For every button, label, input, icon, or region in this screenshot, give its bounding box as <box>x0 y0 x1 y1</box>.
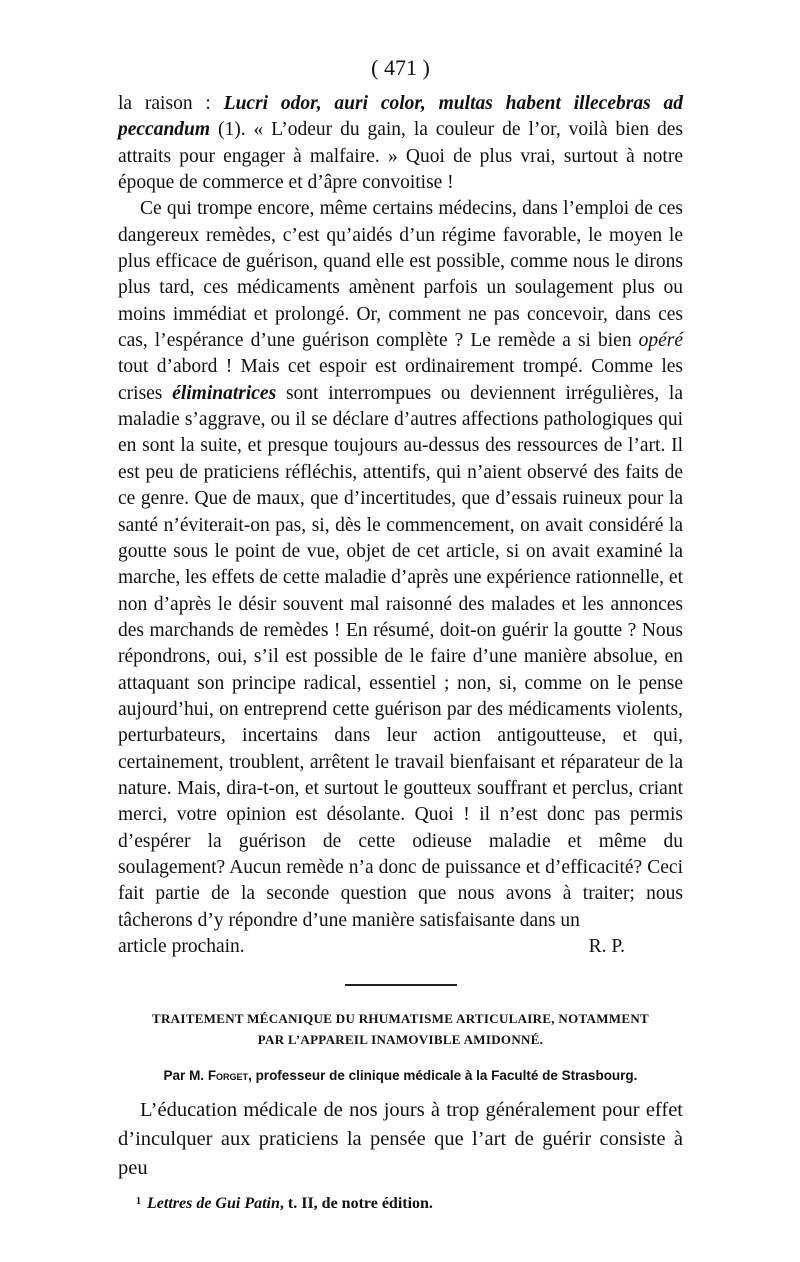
article-title-line-1: TRAITEMENT MÉCANIQUE DU RHUMATISME ARTICULAIRE, NOTAMMENT <box>152 1011 649 1026</box>
closing-line <box>118 934 683 960</box>
paragraph-2-part-1: Ce qui trompe encore, même certains médecins, dans l’emploi de ces dangereux remèdes, c’est qu’aidés d’un régime favorable, le moyen le plus efficace de guérison, quand elle est possible, comme nous le dirons plus tard, ces médicaments amènent parfois un soulagement plus ou moins immédiat et prolongé. Or, comment ne pas concevoir, dans ces cas, l’espérance d’une guérison complète ? Le remède a si bien <box>118 198 683 352</box>
byline-prefix: Par M. <box>163 1068 208 1083</box>
paragraph-2-last-line: article prochain. <box>118 936 245 957</box>
paragraph-2-part-2: tout d’abord ! Mais cet espoir est ordinairement trompé. Comme les crises <box>118 356 683 404</box>
article-title-line-2: PAR L’APPAREIL INAMOVIBLE AMIDONNÉ. <box>257 1032 544 1047</box>
paragraph-1-part-2: (1). « L’odeur du gain, la couleur de l’or, voilà bien des attraits pour engager à malfaire. » Quoi de plus vrai, surtout à notre époque de commerce et d’âpre convoitise ! <box>118 119 683 194</box>
byline <box>118 1066 683 1086</box>
body-text <box>118 91 683 934</box>
italic-opere: opéré <box>638 330 683 352</box>
byline-suffix: , professeur de clinique médicale à la Faculté de Strasbourg. <box>248 1068 638 1083</box>
signature: R. P. <box>588 936 625 957</box>
footnote-marker: 1 <box>136 1196 141 1207</box>
paragraph-1 <box>118 91 683 196</box>
paragraph-2 <box>118 196 683 934</box>
paragraph-1-part-1: la raison : <box>118 93 224 114</box>
latin-quote: Lucri odor, auri color, multas habent illecebras ad peccandum <box>118 93 683 141</box>
paragraph-2-part-3: sont interrompues ou deviennent irrégulières, la maladie s’aggrave, ou il se déclare d’autres affections pathologiques qui en sont la suite, et presque toujours au-dessus des ressources de l’art. Il est peu de praticiens réfléchis, attentifs, qui n’aient observé des faits de ce genre. Que de maux, que d’incertitudes, que d’essais ruineux pour la santé n’éviterait-on pas, si, dès le commencement, on avait considéré la goutte sous le point de vue, objet de cet article, si on avait examiné la marche, les effets de cette maladie d’après une expérience rationnelle, et non d’après le désir souvent mal raisonné des malades et les annonces des marchands de remèdes ! En résumé, doit-on guérir la goutte ? Nous répondrons, oui, s’il est possible de le faire d’une manière absolue, en attaquant son principe radical, essentiel ; non, si, comme on le pense aujourd’hui, on entreprend cette guérison par des médicaments violents, perturbateurs, incertains dans leur action antigoutteuse, et qui, certainement, troublent, arrêtent le travail bienfaisant et réparateur de la nature. Mais, dira-t-on, et surtout le goutteux souffrant et perclus, criant merci, votre opinion est désolante. Quoi ! il n’est donc pas permis d’espérer la guérison de cette odieuse maladie et même du soulagement? Aucun remède n’a donc de puissance et d’efficacité? Ceci fait partie de la seconde question que nous avons à traiter; nous tâcherons d’y répondre d’une manière satisfaisante dans un <box>118 382 683 931</box>
byline-author: Forget <box>207 1068 249 1083</box>
footnote-title: Lettres de Gui Patin <box>147 1195 280 1212</box>
footnote-rest: , t. II, de notre édition. <box>279 1195 433 1212</box>
document-page <box>118 55 683 1215</box>
article-intro: L’éducation médicale de nos jours à trop généralement pour effet d’inculquer aux praticiens la pensée que l’art de guérir consiste à peu <box>118 1099 683 1179</box>
italic-eliminatrices: éliminatrices <box>172 382 277 404</box>
footnote <box>136 1191 683 1215</box>
section-divider <box>345 984 457 986</box>
page-number: ( 471 ) <box>371 55 430 80</box>
